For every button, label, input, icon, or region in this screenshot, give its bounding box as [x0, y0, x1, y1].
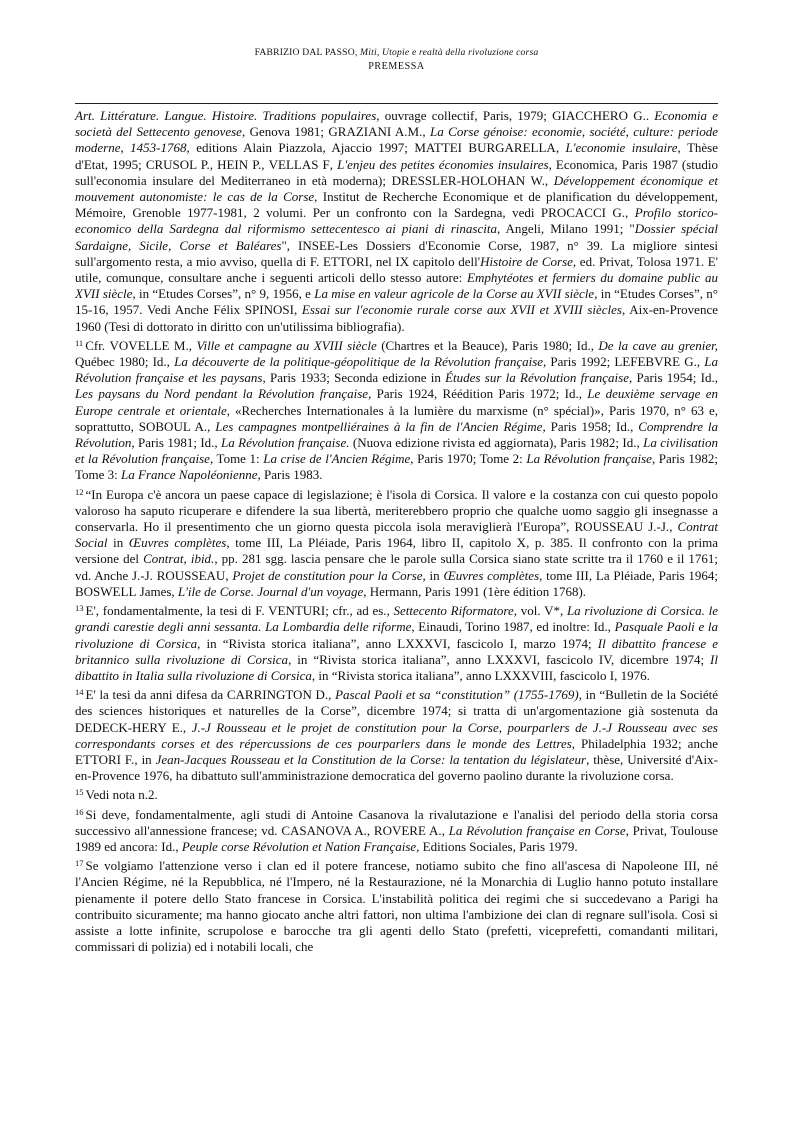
author-name: ROUSSEAU J.-J.	[574, 519, 670, 535]
italic-title: Les paysans du Nord pendant la Révolution française,	[75, 386, 372, 402]
footnote-text: , Aix-en-Provence 1960 (Tesi di dottorato in diritto con un'utilissima bibliografia).	[75, 302, 718, 334]
author-name: VELLAS F	[268, 156, 330, 172]
footnote-text: , Genova 1981;	[241, 124, 329, 140]
footnote-text: (Nuova edizione rivista ed aggiornata), Paris 1982; Id.,	[349, 435, 644, 451]
italic-title: Essai sur l'economie rurale corse aux XVII et XVIII siècles	[301, 302, 622, 318]
italic-title: Dossier spécial Sardaigne, Sicile, Corse et Baléares	[75, 221, 718, 253]
italic-title: La mise en valeur agricole de la Corse au XVII siècle	[314, 286, 595, 302]
book-title: Miti, Utopie e realtà della rivoluzione corsa	[360, 47, 539, 58]
footnote-text: , tome III, La Pléiade, Paris 1964;	[539, 567, 718, 583]
italic-title: La Révolution française,	[526, 451, 656, 467]
italic-title: Jean-Jacques Rousseau et la Constitution de la Corse: la tentation du législateur	[155, 751, 587, 767]
footnote-text: , in “Etudes Corses”, n° 15-16, 1957. Vedi Anche Félix	[75, 286, 719, 318]
italic-title: Profilo storico-economico della Sardegna dal riformismo settecentesco ai piani di rinascita	[75, 205, 719, 237]
footnote-text: ,	[669, 519, 678, 535]
footnote-text: E', fondamentalmente, la tesi di	[85, 603, 256, 619]
footnote-text: , fascicolo I, 1976.	[553, 667, 650, 683]
author-name: CARRINGTON D.	[226, 687, 329, 703]
footnote-number: 14	[75, 687, 84, 698]
author-name: VOVELLE M.	[109, 337, 189, 353]
footnote-text: , in “Etudes Corses”, n° 9, 1956, e	[132, 286, 315, 302]
italic-title: De la cave au grenier,	[598, 337, 718, 353]
footnote-text: , in “Rivista storica italiana”, anno	[311, 667, 495, 683]
footnote-text: ,	[366, 822, 374, 838]
footnote	[75, 804, 718, 856]
italic-title: Le deuxième servage en Europe centrale et orientale	[75, 386, 718, 418]
author-name: LXXXVI	[486, 651, 537, 667]
italic-title: Œuvres complètes	[128, 535, 227, 551]
italic-title: L'economie insulaire	[565, 140, 678, 156]
footnotes-block	[75, 108, 718, 955]
author-name: LXXXVI	[397, 635, 448, 651]
italic-title: Economia e società del Settecento genovese	[75, 108, 718, 140]
footnote-text: Paris 1924, Réédition Paris 1972; Id.,	[371, 386, 588, 402]
footnote	[75, 484, 718, 600]
footnote-text: Cfr.	[85, 337, 110, 353]
footnote-text: Paris 1981; Id.,	[134, 435, 222, 451]
italic-title: Contrat Social	[75, 519, 718, 551]
footnote-text: , Privat, Toulouse 1989 ed ancora: Id.,	[75, 822, 719, 854]
author-name: GRAZIANI A.M.	[328, 124, 423, 140]
footnote-text: , fascicolo IV, dicembre 1974;	[536, 651, 711, 667]
author-name: ETTORI	[322, 253, 369, 269]
italic-title: La Révolution française et les paysans,	[75, 354, 718, 386]
footnote-text: , fascicolo I, marzo 1974;	[447, 635, 598, 651]
footnote-text: , in “Rivista storica italiana”, anno	[197, 635, 398, 651]
italic-title: Emphytéotes et fermiers du domaine public au XVII siècle	[75, 270, 718, 302]
author-name: CASANOVA A.	[281, 822, 367, 838]
footnote-text: , «Recherches Internationales à la lumière du marxisme (n° spécial)», Paris 1970, n° 63 e, soprattutto,	[75, 402, 718, 434]
footnote-text: , Economica, Paris 1987 (studio sull'economia insulare del Mediterraneo in età moderna);	[75, 156, 719, 188]
italic-title: J.-J Rousseau et le projet de constitution pour la Corse, pourparlers de J.-J Rousseau avec ses correspondants corses et des répercussions de ces pourparlers dans le monde des Lettres	[75, 719, 718, 751]
author-name: BOSWELL	[75, 583, 137, 599]
footnote-text: ,	[188, 337, 197, 353]
author-name: ROVERE A.	[373, 822, 442, 838]
author-name: DRESSLER-HOLOHAN W.	[391, 172, 545, 188]
italic-title: Œuvres complètes	[443, 567, 540, 583]
footnote-text: ,	[328, 687, 336, 703]
italic-title: La Révolution française.	[221, 435, 350, 451]
footnote-text: Se volgiamo l'attenzione verso i clan ed il potere francese, notiamo subito che fino all'ascesa di Napoleone III, né l'Ancien Régime, né la Repubblica, né l'Impero, né la Restaurazione, né la Monarchia di Luglio hanno potuto installare pienamente il potere dello Stato francese in Corsica. L'instabilità politica dei regimi che si succedevano a Parigi ha contribuito sicuramente; ma hanno giocato anche altri fattori, non ultima l'ambizione dei clan di regnare sull'isola. Così si assiste a lotte infinite, scrupolose e barocche tra gli agenti dello Stato (prefetti, viceprefetti, comandanti militari, commissari di polizia) ed i notabili locali, che	[75, 858, 718, 955]
italic-title: La Révolution française en Corse	[448, 822, 626, 838]
author-name: SOBOUL A.	[138, 418, 208, 434]
italic-title: La Corse génoise: economie, société, culture: periode moderne, 1453-1768	[75, 124, 719, 156]
footnote-text: ,	[329, 156, 338, 172]
footnote	[75, 684, 718, 784]
italic-title: L'ile de Corse. Journal d'un voyage	[177, 583, 364, 599]
footnote-number: 16	[75, 806, 84, 817]
footnote-text: ,	[625, 205, 635, 221]
footnote-text: , editions Alain Piazzola, Ajaccio 1997;	[186, 140, 415, 156]
footnote-text: Paris 1970; Tome 2:	[413, 451, 527, 467]
footnote-text: Paris 1982; Tome 3:	[75, 451, 718, 483]
footnote-text: E' la tesi da anni difesa da	[85, 687, 227, 703]
footnote-text: Paris 1983.	[260, 467, 323, 483]
footnote-text: , Hermann, Paris 1991 (1ère édition 1768).	[363, 583, 587, 599]
author-name: MATTEI BURGARELLA	[414, 140, 556, 156]
footnote-text: “In Europa c'è ancora un paese capace di legislazione; è l'isola di Corsica. Il valore e la costanza con cui questo popolo valoroso ha saputo ricuperare e difendere la sua libertà, meriterebbero proprio che qualche uomo saggio gli insegnasse a conservarla. Ho il presentimento che un giorno questa piccola isola meraviglierà l'Europa”,	[75, 486, 718, 535]
footnote-text: ,	[422, 124, 431, 140]
italic-title: Développement économique et mouvement autonomiste: le cas de la Corse	[75, 172, 719, 205]
footnote-text: , Angeli, Milano 1991; "	[496, 221, 635, 237]
italic-title: Il dibattito in Italia sulla rivoluzione di Corsica	[75, 651, 718, 683]
footnote-text: ed. Privat, Tolosa 1971. E' utile, comunque, consultare anche i seguenti articoli dello stesso autore:	[75, 253, 718, 286]
italic-title: Projet de constitution pour la Corse	[232, 567, 423, 583]
footnote-text: Québec 1980; Id.,	[75, 354, 175, 370]
author-name: HEIN P.	[217, 156, 262, 172]
section-title: PREMESSA	[368, 61, 425, 72]
footnote-text: , tome III, La Pléiade, Paris 1964, libro II, capitolo X, p. 385. Il confronto con la prima versione del	[75, 535, 718, 567]
author-name: DEDECK-HERY E.	[75, 719, 183, 735]
author-name: LEFEBVRE G.	[614, 354, 697, 370]
italic-title: Settecento Riformatore,	[393, 603, 517, 619]
italic-title: Contrat, ibid.	[143, 551, 215, 567]
footnote	[75, 784, 718, 803]
italic-title: Ville et campagne au XVIII siècle	[196, 337, 377, 353]
running-header-line	[0, 46, 793, 60]
italic-title: Les campagnes montpelliéraines à la fin de l'Ancien Régime,	[215, 418, 546, 434]
italic-title: La rivoluzione di Corsica. le grandi carestie degli anni sessanta. La Lombardia delle riforme	[75, 603, 718, 635]
footnote-text: ,	[696, 354, 705, 370]
footnote-text: ,	[225, 567, 233, 583]
author-name: F. VENTURI	[255, 603, 326, 619]
italic-title: La découverte de la politique-géopolitique de la Révolution française,	[174, 354, 547, 370]
italic-title: La France Napoléonienne,	[121, 467, 261, 483]
footnote-text: Si deve, fondamentalmente, agli studi di Antoine Casanova la rivalutazione e l'analisi del periodo della storia corsa successivo all'annessione francese; vd.	[75, 806, 718, 838]
footnote-text: Paris 1933; Seconda edizione in	[265, 370, 446, 386]
italic-title: Études sur la Révolution française,	[445, 370, 633, 386]
footnote-text: -Les Dossiers d'Economie Corse, 1987, n° 39. La migliore sintesi sull'argomento resta, a mio avviso, quella di F.	[75, 237, 719, 269]
footnote-text: ; cfr., ad es.,	[325, 603, 394, 619]
italic-title: La crise de l'Ancien Régime,	[263, 451, 414, 467]
author-name: PROCACCI G.	[540, 205, 626, 221]
footnote-text: Paris 1992;	[546, 354, 615, 370]
author-name: CRUSOL P.	[145, 156, 210, 172]
italic-title: Pasquale Paoli e la rivoluzione di Corsica	[75, 619, 718, 651]
footnote-text: , Editions Sociales, Paris 1979.	[416, 838, 578, 854]
italic-title: Pascal Paoli et sa “constitution” (1755-1769)	[335, 687, 579, 703]
running-header	[0, 46, 793, 74]
author-name: FABRIZIO DAL PASSO,	[254, 47, 358, 58]
footnote-text: , ouvrage collectif, Paris, 1979;	[376, 108, 553, 123]
footnote-number: 17	[75, 858, 84, 869]
footnote-text: ,	[544, 172, 554, 188]
footnote-number: 11	[75, 337, 84, 348]
italic-title: Peuple corse Révolution et Nation Française	[181, 838, 417, 854]
author-name: INSEE	[298, 237, 335, 253]
footnote-text: ,	[441, 822, 449, 838]
footnote-text: , Institut de Recherche Economique et de planification du développement, Mémoire, Grenoble 1977-1981, 2 volumi. Per un confronto con la Sardegna, vedi	[75, 189, 718, 221]
footnote-text: Paris 1954; Id.,	[632, 370, 718, 386]
footnote-number: 15	[75, 787, 84, 798]
footnote-text: (Chartres et la Beauce), Paris 1980; Id.,	[376, 337, 599, 353]
footnote-text: vol. V*,	[516, 603, 567, 619]
footnote-text: , in “Rivista storica italiana”, anno	[288, 651, 487, 667]
footnote-text: ,	[261, 156, 269, 172]
author-name: GIACCHERO G.	[552, 108, 646, 123]
footnote	[75, 600, 718, 684]
footnote-text: ,	[209, 156, 218, 172]
footnote-text: Paris 1958; Id.,	[545, 418, 639, 434]
footnote	[75, 855, 718, 955]
footnote-text: , Tome 1:	[209, 451, 264, 467]
footnote-text: ,	[207, 418, 216, 434]
footnote-text: , in	[422, 567, 444, 583]
footnote-text: James,	[136, 583, 178, 599]
italic-title: La civilisation et la Révolution française	[75, 435, 718, 467]
footnote-separator-rule	[75, 103, 718, 104]
footnote-number: 12	[75, 486, 84, 497]
italic-title: Comprendre la Révolution,	[75, 418, 718, 451]
footnote-number: 13	[75, 603, 84, 614]
footnote-text: Vedi nota n.2.	[85, 787, 158, 803]
footnote-text: in	[107, 535, 129, 551]
author-name: J.-J. ROUSSEAU	[131, 567, 226, 583]
footnote-text: , pp. 281 sgg. lascia pensare che le parole sulla Corsica siano state scritte tra il 1760 e il 1761; vd. Anche	[75, 551, 718, 583]
author-name: LXXXVIII	[494, 667, 554, 683]
footnote-text: , thèse, Université d'Aix-en-Provence 1976, ha dibattuto sull'amministrazione democratica del governo paolino durante la rivoluzione corsa.	[75, 751, 718, 784]
author-name: SPINOSI	[244, 302, 294, 318]
italic-title: L'enjeu des petites économies insulaires	[337, 156, 549, 172]
footnote-text: ,	[182, 719, 192, 735]
footnote-text: , Einaudi, Torino 1987, ed inoltre: Id.,	[411, 619, 615, 635]
footnote-text: , Thèse d'Etat, 1995;	[75, 140, 718, 172]
footnote-text: ,	[555, 140, 566, 156]
footnote-text: ",	[281, 237, 299, 253]
footnote	[75, 108, 718, 335]
footnote-text: , Philadelphia 1932; anche	[571, 735, 718, 751]
footnote-text: , in	[134, 751, 156, 767]
footnote-text: ,	[293, 302, 302, 318]
italic-title: Histoire de Corse,	[480, 253, 577, 269]
author-name: ETTORI F.	[75, 751, 135, 767]
footnote-text: , nel IX capitolo dell'	[368, 253, 481, 269]
footnote-text: , in “Bulletin de la Société des sciences historiques et naturelles de la Corse”, dicembre 1974; si tratta di un'argomentazione già sostenuta da	[75, 687, 718, 719]
italic-title: Il dibattito francese e britannico sulla rivoluzione di Corsica	[75, 635, 719, 667]
footnote-text: .	[645, 108, 655, 123]
italic-title: Art. Littérature. Langue. Histoire. Traditions populaires	[75, 108, 377, 123]
footnote	[75, 335, 718, 484]
